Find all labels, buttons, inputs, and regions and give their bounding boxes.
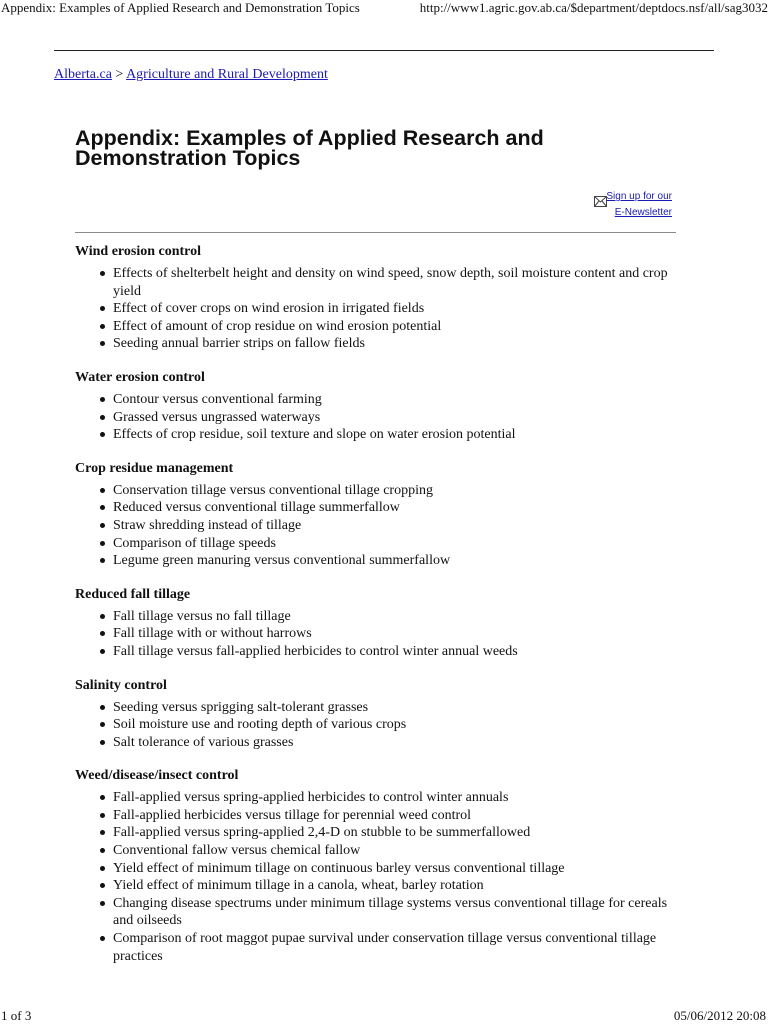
list-item: Straw shredding instead of tillage [75,517,675,535]
topics-content [75,243,675,981]
section-salinity-control [75,677,675,752]
list-item: Grassed versus ungrassed waterways [75,409,675,427]
list-item: Soil moisture use and rooting depth of various crops [75,716,675,734]
section-weed-disease-insect-control [75,767,675,965]
list-item: Effect of amount of crop residue on wind erosion potential [75,318,675,336]
content-divider [75,232,676,233]
topic-list [75,482,675,570]
list-item: Conservation tillage versus conventional tillage cropping [75,482,675,500]
list-item: Fall tillage versus no fall tillage [75,608,675,626]
section-wind-erosion-control [75,243,675,353]
section-crop-residue-management [75,460,675,570]
list-item: Legume green manuring versus conventional summerfallow [75,552,675,570]
list-item: Fall-applied versus spring-applied 2,4-D on stubble to be summerfallowed [75,824,675,842]
list-item: Effects of crop residue, soil texture and slope on water erosion potential [75,426,675,444]
topic-list [75,265,675,353]
topic-list [75,391,675,444]
page-title: Appendix: Examples of Applied Research and Demonstration Topics [75,126,544,170]
print-footer-page: 1 of 3 [1,1008,32,1023]
newsletter-line2[interactable]: E-Newsletter [614,207,672,218]
list-item: Yield effect of minimum tillage on continuous barley versus conventional tillage [75,860,675,878]
list-item: Comparison of root maggot pupae survival under conservation tillage versus conventional tillage practices [75,930,675,965]
header-divider [54,50,714,51]
list-item: Seeding annual barrier strips on fallow fields [75,335,675,353]
list-item: Fall tillage with or without harrows [75,625,675,643]
breadcrumb-home-link[interactable]: Alberta.ca [54,67,112,82]
breadcrumb-separator: > [115,67,124,82]
topic-list [75,699,675,752]
section-heading: Reduced fall tillage [75,586,191,602]
section-water-erosion-control [75,369,675,444]
print-header-title: Appendix: Examples of Applied Research and Demonstration Topics [1,0,360,15]
topic-list [75,608,675,661]
newsletter-line1[interactable]: Sign up for our [606,191,672,202]
print-footer-timestamp: 05/06/2012 20:08 [673,1008,766,1023]
newsletter-signup-link[interactable] [596,189,672,221]
list-item: Comparison of tillage speeds [75,535,675,553]
list-item: Fall-applied herbicides versus tillage for perennial weed control [75,807,675,825]
list-item: Changing disease spectrums under minimum tillage systems versus conventional tillage for cereals and oilseeds [75,895,675,930]
list-item: Conventional fallow versus chemical fallow [75,842,675,860]
list-item: Salt tolerance of various grasses [75,734,675,752]
print-header-url: http://www1.agric.gov.ab.ca/$department/deptdocs.nsf/all/sag3032 [419,0,768,15]
list-item: Fall tillage versus fall-applied herbicides to control winter annual weeds [75,643,675,661]
list-item: Reduced versus conventional tillage summerfallow [75,499,675,517]
list-item: Effect of cover crops on wind erosion in irrigated fields [75,300,675,318]
section-heading: Water erosion control [75,369,205,385]
breadcrumb-section-link[interactable]: Agriculture and Rural Development [126,67,328,82]
section-reduced-fall-tillage [75,586,675,661]
section-heading: Wind erosion control [75,244,202,259]
list-item: Seeding versus sprigging salt-tolerant grasses [75,699,675,717]
list-item: Yield effect of minimum tillage in a canola, wheat, barley rotation [75,877,675,895]
section-heading: Weed/disease/insect control [75,768,239,784]
topic-list [75,789,675,965]
section-heading: Salinity control [75,677,167,693]
breadcrumb [54,66,328,84]
list-item: Fall-applied versus spring-applied herbicides to control winter annuals [75,789,675,807]
section-heading: Crop residue management [75,460,234,476]
list-item: Contour versus conventional farming [75,391,675,409]
list-item: Effects of shelterbelt height and density on wind speed, snow depth, soil moisture content and crop yield [75,265,675,300]
